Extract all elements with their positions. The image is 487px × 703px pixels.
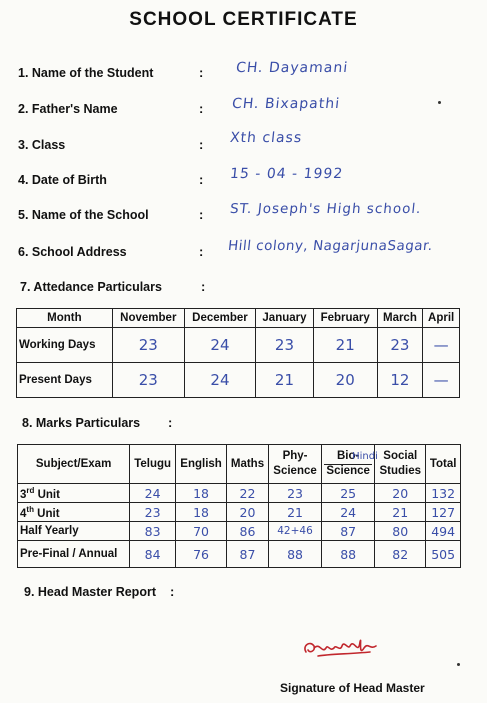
header-april: April	[423, 309, 460, 328]
cell-value: 23	[377, 328, 423, 363]
cell-value: 18	[176, 484, 227, 503]
table-row	[18, 503, 461, 522]
field-label-school-name: 5. Name of the School	[18, 208, 149, 222]
cell-value: 18	[176, 503, 227, 522]
cell-value: 20	[227, 503, 269, 522]
header-bio-science	[322, 445, 378, 484]
cell-value: 505	[426, 541, 461, 568]
attendance-section-label: 7. Attedance Particulars	[20, 280, 162, 294]
table-row	[18, 541, 461, 568]
field-label-school-address: 6. School Address	[18, 245, 127, 259]
cell-value: 88	[268, 541, 321, 568]
cell-value: 87	[322, 522, 375, 541]
cell-value: 23	[130, 503, 176, 522]
header-maths: Maths	[227, 445, 269, 484]
row-label-3rd-unit: 3rd Unit	[18, 484, 130, 503]
header-phy-science: Phy- Science	[268, 445, 321, 484]
row-label-pre-final-annual: Pre-Final / Annual	[18, 541, 130, 568]
cell-value: 88	[322, 541, 375, 568]
colon: :	[199, 65, 204, 80]
marks-section-label: 8. Marks Particulars	[22, 416, 141, 430]
head-master-report-label: 9. Head Master Report	[24, 585, 156, 599]
field-value-school-name: ST. Joseph's High school.	[229, 201, 423, 217]
cell-value: —	[423, 328, 460, 363]
header-telugu: Telugu	[130, 445, 176, 484]
ink-dot	[457, 663, 460, 666]
cell-value: 25	[322, 484, 375, 503]
cell-value: 22	[227, 484, 269, 503]
attendance-header-row	[17, 309, 460, 328]
cell-value: 12	[377, 363, 423, 398]
cell-value: 21	[256, 363, 314, 398]
row-label-half-yearly: Half Yearly	[18, 522, 130, 541]
cell-value: 24	[130, 484, 176, 503]
cell-value: 20	[375, 484, 426, 503]
cell-value: 80	[375, 522, 426, 541]
header-january: January	[256, 309, 314, 328]
signature-label: Signature of Head Master	[280, 681, 425, 695]
header-english: English	[176, 445, 227, 484]
colon: :	[199, 101, 204, 116]
cell-value: 21	[313, 328, 377, 363]
table-row	[17, 363, 460, 398]
cell-value: 23	[256, 328, 314, 363]
field-value-dob: 15 - 04 - 1992	[229, 166, 345, 182]
field-label-father-name: 2. Father's Name	[18, 102, 118, 116]
field-value-father-name: CH. Bixapathi	[231, 96, 341, 112]
colon: :	[199, 244, 204, 259]
field-label-student-name: 1. Name of the Student	[18, 66, 154, 80]
header-hindi-handwritten: Hindi	[352, 451, 378, 462]
row-label-working-days: Working Days	[17, 328, 113, 363]
field-value-school-address: Hill colony, NagarjunaSagar.	[227, 238, 434, 254]
cell-value: 83	[130, 522, 176, 541]
cell-value: 76	[176, 541, 227, 568]
certificate-title: SCHOOL CERTIFICATE	[129, 9, 358, 30]
cell-value: 86	[227, 522, 269, 541]
cell-value: 127	[426, 503, 461, 522]
colon: :	[199, 207, 204, 222]
header-subject-exam: Subject/Exam	[18, 445, 130, 484]
table-row	[18, 522, 461, 541]
ink-dot	[438, 101, 441, 104]
row-label-4th-unit: 4th Unit	[18, 503, 130, 522]
cell-value: 132	[426, 484, 461, 503]
marks-header-row	[18, 445, 461, 484]
cell-value: 23	[112, 363, 184, 398]
field-label-class: 3. Class	[18, 138, 66, 152]
colon: :	[199, 172, 204, 187]
attendance-table	[16, 308, 460, 398]
cell-value: —	[423, 363, 460, 398]
cell-value: 82	[375, 541, 426, 568]
field-value-class: Xth class	[229, 130, 304, 146]
cell-value: 24	[184, 328, 255, 363]
header-social-studies: Social Studies	[375, 445, 426, 484]
cell-value: 42+46	[268, 522, 321, 541]
cell-value: 84	[130, 541, 176, 568]
field-label-dob: 4. Date of Birth	[18, 173, 107, 187]
header-bio-science-text: Bio- Science	[326, 450, 370, 477]
header-november: November	[112, 309, 184, 328]
colon: :	[199, 137, 204, 152]
header-month: Month	[17, 309, 113, 328]
colon: :	[168, 415, 173, 430]
cell-value: 23	[268, 484, 321, 503]
marks-table	[17, 444, 461, 568]
head-master-signature	[300, 628, 390, 668]
colon: :	[201, 279, 206, 294]
cell-value: 24	[184, 363, 255, 398]
cell-value: 20	[313, 363, 377, 398]
cell-value: 494	[426, 522, 461, 541]
row-label-present-days: Present Days	[17, 363, 113, 398]
cell-value: 23	[112, 328, 184, 363]
cell-value: 70	[176, 522, 227, 541]
table-row	[18, 484, 461, 503]
header-february: February	[313, 309, 377, 328]
field-value-student-name: CH. Dayamani	[235, 60, 350, 76]
cell-value: 21	[375, 503, 426, 522]
table-row	[17, 328, 460, 363]
colon: :	[170, 584, 175, 599]
header-total: Total	[426, 445, 461, 484]
header-december: December	[184, 309, 255, 328]
cell-value: 87	[227, 541, 269, 568]
cell-value: 24	[322, 503, 375, 522]
cell-value: 21	[268, 503, 321, 522]
header-march: March	[377, 309, 423, 328]
